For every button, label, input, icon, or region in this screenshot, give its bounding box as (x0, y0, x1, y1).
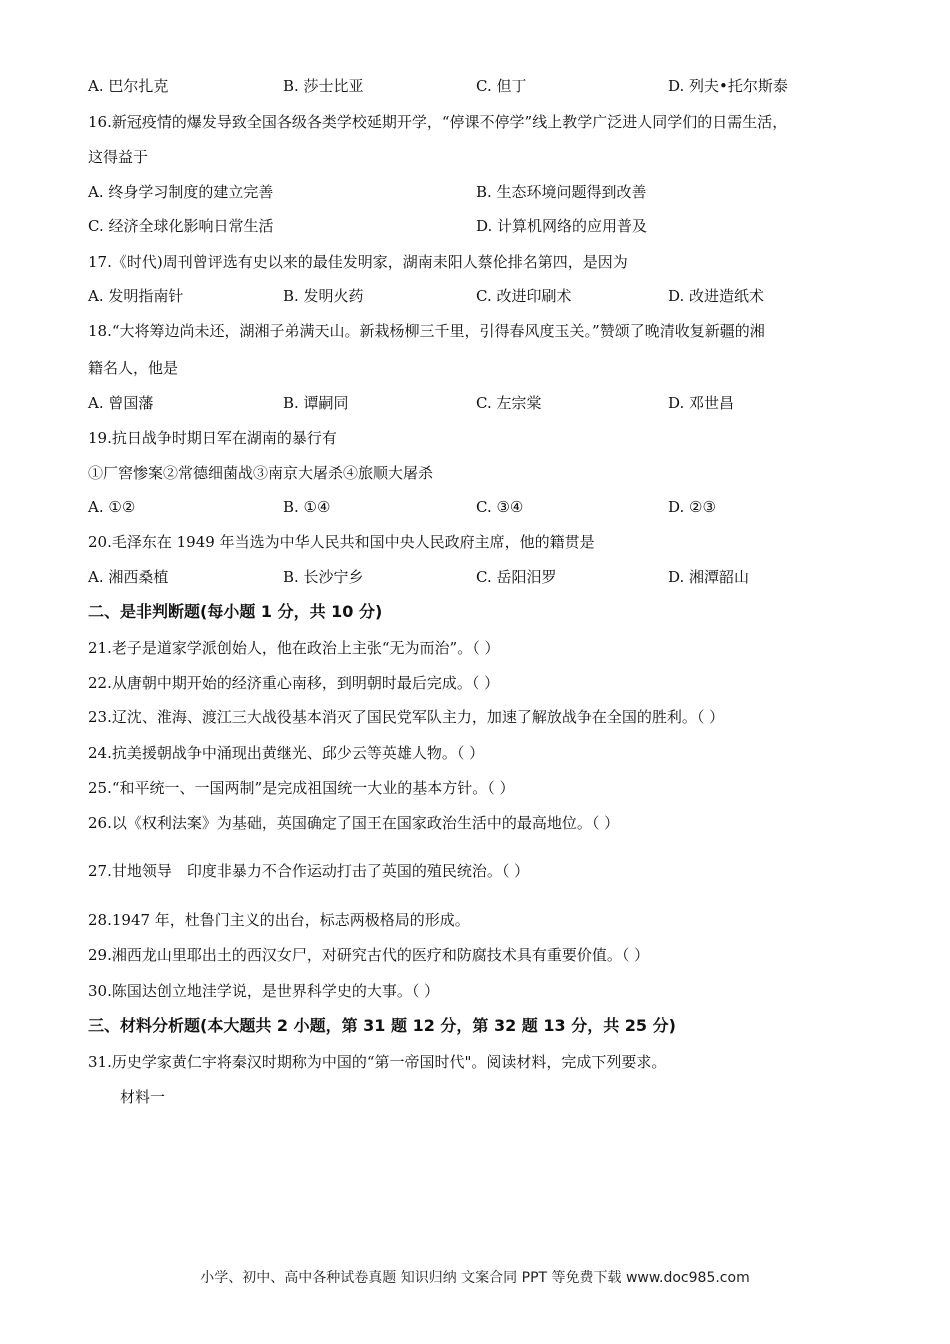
q17-option-b: B. 发明火药 (283, 287, 364, 305)
judgment-item-21: 21.老子是道家学派创始人，他在政治上主张“无为而治”。（ ） (88, 639, 500, 657)
q17-option-a: A. 发明指南针 (88, 287, 184, 305)
material-one-label: 材料一 (120, 1088, 166, 1106)
q15-option-c: C. 但丁 (476, 77, 527, 95)
q18-option-c: C. 左宗棠 (476, 394, 542, 412)
q17-option-d: D. 改进造纸术 (668, 287, 765, 305)
q16-option-d: D. 计算机网络的应用普及 (476, 217, 648, 235)
q20-option-a: A. 湘西桑植 (88, 568, 169, 586)
page-footer: 小学、初中、高中各种试卷真题 知识归纳 文案合同 PPT 等免费下载 www.doc985.com (200, 1270, 750, 1286)
judgment-item-23: 23.辽沈、淮海、渡江三大战役基本消灭了国民党军队主力，加速了解放战争在全国的胜利。（ ） (88, 708, 725, 726)
q18-stem-line1: 18.“大将筹边尚未还，湖湘子弟满天山。新栽杨柳三千里，引得春风度玉关。”赞颂了晚清收复新疆的湘 (88, 322, 765, 340)
q20-option-b: B. 长沙宁乡 (283, 568, 364, 586)
q20-option-c: C. 岳阳汨罗 (476, 568, 557, 586)
judgment-item-25: 25.“和平统一、一国两制”是完成祖国统一大业的基本方针。（ ） (88, 779, 515, 797)
q18-option-a: A. 曾国藩 (88, 394, 154, 412)
q18-option-d: D. 邓世昌 (668, 394, 735, 412)
judgment-item-28: 28.1947 年，杜鲁门主义的出台，标志两极格局的形成。 (88, 911, 470, 929)
q20-stem: 20.毛泽东在 1949 年当选为中华人民共和国中央人民政府主席，他的籍贯是 (88, 533, 595, 551)
q19-option-b: B. ①④ (283, 498, 331, 516)
q19-stem: 19.抗日战争时期日军在湖南的暴行有 (88, 429, 337, 447)
judgment-item-24: 24.抗美援朝战争中涌现出黄继光、邱少云等英雄人物。（ ） (88, 744, 485, 762)
q17-stem: 17.《时代)周刊曾评选有史以来的最佳发明家，湖南耒阳人蔡伦排名第四，是因为 (88, 253, 628, 271)
q19-items: ①厂窖惨案②常德细菌战③南京大屠杀④旅顺大屠杀 (88, 464, 434, 482)
judgment-item-26: 26.以《权利法案》为基础，英国确定了国王在国家政治生活中的最高地位。（ ） (88, 814, 620, 832)
q15-option-d: D. 列夫•托尔斯泰 (668, 77, 788, 95)
q16-option-b: B. 生态环境问题得到改善 (476, 183, 647, 201)
q17-option-c: C. 改进印刷术 (476, 287, 572, 305)
q15-option-a: A. 巴尔扎克 (88, 77, 169, 95)
q16-option-a: A. 终身学习制度的建立完善 (88, 183, 274, 201)
q20-option-d: D. 湘潭韶山 (668, 568, 750, 586)
q19-option-d: D. ②③ (668, 498, 716, 516)
judgment-item-30: 30.陈国达创立地洼学说，是世界科学史的大事。（ ） (88, 982, 440, 1000)
judgment-item-29: 29.湘西龙山里耶出土的西汉女尸，对研究古代的医疗和防腐技术具有重要价值。（ ） (88, 946, 650, 964)
judgment-item-27: 27.甘地领导 印度非暴力不合作运动打击了英国的殖民统治。（ ） (88, 862, 530, 880)
q31-stem: 31.历史学家黄仁宇将秦汉时期称为中国的“第一帝国时代"。阅读材料，完成下列要求。 (88, 1053, 667, 1071)
q15-option-b: B. 莎士比亚 (283, 77, 364, 95)
judgment-item-22: 22.从唐朝中期开始的经济重心南移，到明朝时最后完成。（ ） (88, 674, 500, 692)
q16-stem-line2: 这得益于 (88, 148, 149, 166)
section3-heading: 三、材料分析题(本大题共 2 小题，第 31 题 12 分，第 32 题 13 分，共 25 分) (88, 1016, 676, 1035)
q18-option-b: B. 谭嗣同 (283, 394, 349, 412)
q16-stem-line1: 16.新冠疫情的爆发导致全国各级各类学校延期开学，“停课不停学”线上教学广泛进人同学们的日需生活， (88, 113, 788, 131)
q19-option-a: A. ①② (88, 498, 136, 516)
q18-stem-line2: 籍名人，他是 (88, 359, 179, 377)
section2-heading: 二、是非判断题(每小题 1 分，共 10 分) (88, 602, 383, 621)
q19-option-c: C. ③④ (476, 498, 524, 516)
q16-option-c: C. 经济全球化影响日常生活 (88, 217, 274, 235)
